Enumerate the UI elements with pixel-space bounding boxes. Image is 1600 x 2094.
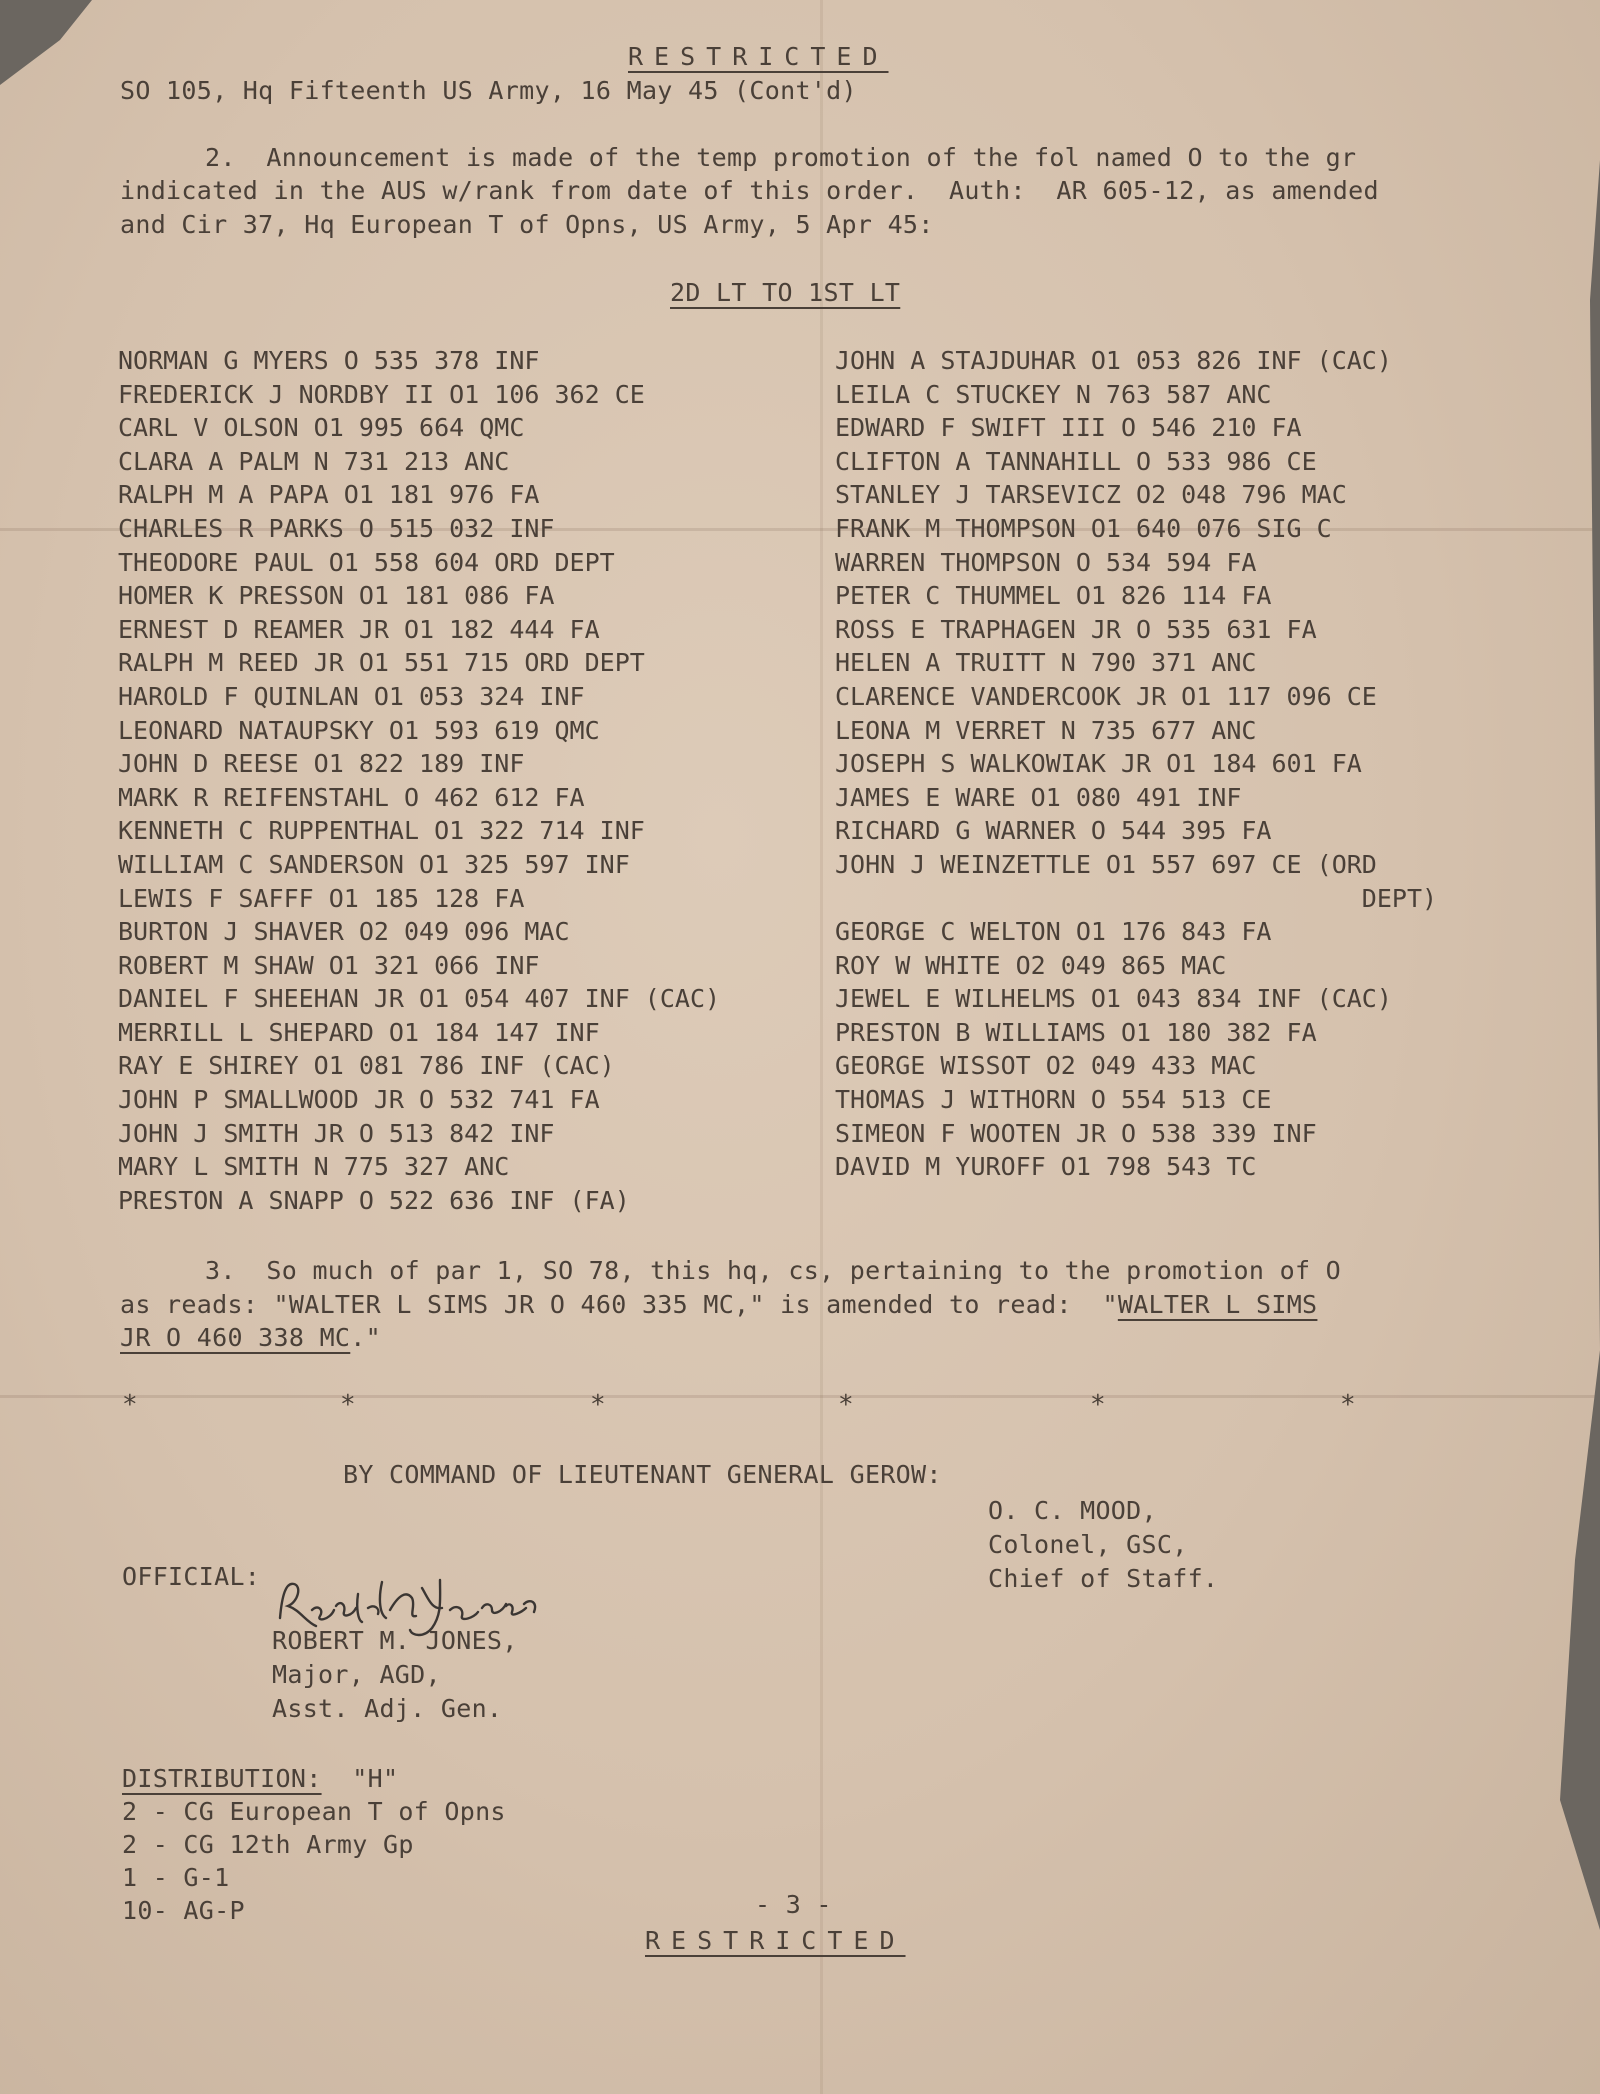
page-number: - 3 - — [755, 1890, 832, 1919]
list-item: RALPH M A PAPA O1 181 976 FA — [118, 480, 540, 510]
list-item: PETER C THUMMEL O1 826 114 FA — [835, 581, 1272, 611]
commander-title: Chief of Staff. — [988, 1564, 1219, 1593]
distribution-code: "H" — [321, 1764, 399, 1793]
list-item: ERNEST D REAMER JR O1 182 444 FA — [118, 614, 600, 644]
list-item: LEONARD NATAUPSKY O1 593 619 QMC — [118, 715, 600, 745]
list-item: WARREN THOMPSON O 534 594 FA — [835, 547, 1257, 577]
divider-star: * — [1090, 1390, 1106, 1420]
list-item: JOHN P SMALLWOOD JR O 532 741 FA — [118, 1085, 600, 1115]
classification-top: RESTRICTED — [628, 42, 889, 71]
list-item: BURTON J SHAVER O2 049 096 MAC — [118, 917, 570, 947]
list-item: CLARENCE VANDERCOOK JR O1 117 096 CE — [835, 681, 1377, 711]
official-name: ROBERT M. JONES, — [272, 1626, 518, 1655]
list-item: JOHN A STAJDUHAR O1 053 826 INF (CAC) — [835, 346, 1392, 375]
list-item: HELEN A TRUITT N 790 371 ANC — [835, 648, 1257, 678]
list-item: MARY L SMITH N 775 327 ANC — [118, 1152, 510, 1182]
list-item: LEONA M VERRET N 735 677 ANC — [835, 715, 1257, 745]
list-item: CLARA A PALM N 731 213 ANC — [118, 446, 510, 476]
list-item: JAMES E WARE O1 080 491 INF — [835, 782, 1242, 812]
divider-star: * — [590, 1390, 606, 1420]
promotion-list-right — [835, 344, 1437, 1184]
classification-bottom: RESTRICTED — [645, 1926, 906, 1955]
list-item: RALPH M REED JR O1 551 715 ORD DEPT — [118, 648, 645, 678]
distribution-item: 2 - CG 12th Army Gp — [122, 1830, 414, 1859]
official-rank: Major, AGD, — [272, 1660, 441, 1689]
list-item: RICHARD G WARNER O 544 395 FA — [835, 816, 1272, 846]
para3-line2 — [120, 1290, 1317, 1319]
list-item: STANLEY J TARSEVICZ O2 048 796 MAC — [835, 480, 1347, 510]
paper-fold-line — [820, 0, 823, 2094]
list-item: DANIEL F SHEEHAN JR O1 054 407 INF (CAC) — [118, 984, 721, 1014]
list-item: KENNETH C RUPPENTHAL O1 322 714 INF — [118, 816, 645, 846]
para3-line3 — [120, 1323, 381, 1352]
distribution-item: 10- AG-P — [122, 1896, 245, 1925]
commander-name: O. C. MOOD, — [988, 1496, 1157, 1525]
list-item: SIMEON F WOOTEN JR O 538 339 INF — [835, 1118, 1317, 1148]
list-item: PRESTON A SNAPP O 522 636 INF (FA) — [118, 1185, 630, 1215]
para3-amended-text: JR O 460 338 MC — [120, 1323, 351, 1352]
distribution-item: 1 - G-1 — [122, 1863, 230, 1892]
list-item: MARK R REIFENSTAHL O 462 612 FA — [118, 782, 585, 812]
section-heading: 2D LT TO 1ST LT — [670, 278, 901, 307]
list-item: LEILA C STUCKEY N 763 587 ANC — [835, 379, 1272, 409]
list-item: WILLIAM C SANDERSON O1 325 597 INF — [118, 849, 630, 879]
para3-line1: 3. So much of par 1, SO 78, this hq, cs, pertaining to the promotion of O — [205, 1256, 1341, 1285]
list-item: JOHN D REESE O1 822 189 INF — [118, 749, 525, 779]
list-item: GEORGE WISSOT O2 049 433 MAC — [835, 1051, 1257, 1081]
list-item: JOHN J SMITH JR O 513 842 INF — [118, 1118, 555, 1148]
distribution-label: DISTRIBUTION: — [122, 1764, 322, 1793]
list-item: JOSEPH S WALKOWIAK JR O1 184 601 FA — [835, 749, 1362, 779]
list-item: FREDERICK J NORDBY II O1 106 362 CE — [118, 379, 645, 409]
official-label: OFFICIAL: — [122, 1562, 261, 1591]
order-line: SO 105, Hq Fifteenth US Army, 16 May 45 (Cont'd) — [120, 76, 857, 105]
list-item: THOMAS J WITHORN O 554 513 CE — [835, 1085, 1272, 1115]
list-item: HAROLD F QUINLAN O1 053 324 INF — [118, 681, 585, 711]
para2-line3: and Cir 37, Hq European T of Opns, US Army, 5 Apr 45: — [120, 210, 934, 239]
divider-star: * — [1340, 1390, 1356, 1420]
list-item: ROSS E TRAPHAGEN JR O 535 631 FA — [835, 614, 1317, 644]
promotion-list-left — [118, 344, 720, 1217]
list-item: CHARLES R PARKS O 515 032 INF — [118, 513, 555, 543]
list-item: DEPT) — [835, 883, 1438, 913]
list-item: CLIFTON A TANNAHILL O 533 986 CE — [835, 446, 1317, 476]
list-item: EDWARD F SWIFT III O 546 210 FA — [835, 413, 1302, 443]
list-item: JOHN J WEINZETTLE O1 557 697 CE (ORD — [835, 849, 1377, 879]
list-item: MERRILL L SHEPARD O1 184 147 INF — [118, 1017, 600, 1047]
by-command-line: BY COMMAND OF LIEUTENANT GENERAL GEROW: — [343, 1460, 942, 1489]
list-item: LEWIS F SAFFF O1 185 128 FA — [118, 883, 525, 913]
distribution-line — [122, 1764, 398, 1793]
list-item: CARL V OLSON O1 995 664 QMC — [118, 413, 525, 443]
paper-fold-line — [0, 1395, 1600, 1398]
list-item: THEODORE PAUL O1 558 604 ORD DEPT — [118, 547, 615, 577]
para3-amended-text: WALTER L SIMS — [1117, 1290, 1318, 1319]
distribution-item: 2 - CG European T of Opns — [122, 1797, 506, 1826]
list-item: HOMER K PRESSON O1 181 086 FA — [118, 581, 555, 611]
para2-line1: 2. Announcement is made of the temp promotion of the fol named O to the gr — [205, 143, 1357, 172]
list-item: DAVID M YUROFF O1 798 543 TC — [835, 1152, 1257, 1182]
list-item: RAY E SHIREY O1 081 786 INF (CAC) — [118, 1051, 615, 1081]
para2-line2: indicated in the AUS w/rank from date of this order. Auth: AR 605-12, as amended — [120, 176, 1379, 205]
divider-star: * — [122, 1390, 138, 1420]
list-item: FRANK M THOMPSON O1 640 076 SIG C — [835, 513, 1332, 543]
divider-star: * — [838, 1390, 854, 1420]
list-item: GEORGE C WELTON O1 176 843 FA — [835, 917, 1272, 947]
para3-text: as reads: "WALTER L SIMS JR O 460 335 MC," is amended to read: " — [120, 1290, 1118, 1319]
list-item: JEWEL E WILHELMS O1 043 834 INF (CAC) — [835, 984, 1392, 1014]
list-item: ROBERT M SHAW O1 321 066 INF — [118, 950, 540, 980]
list-item: ROY W WHITE O2 049 865 MAC — [835, 950, 1227, 980]
para3-text: ." — [350, 1323, 381, 1352]
official-title: Asst. Adj. Gen. — [272, 1694, 503, 1723]
divider-star: * — [340, 1390, 356, 1420]
list-item: NORMAN G MYERS O 535 378 INF — [118, 346, 540, 375]
commander-rank: Colonel, GSC, — [988, 1530, 1188, 1559]
list-item: PRESTON B WILLIAMS O1 180 382 FA — [835, 1017, 1317, 1047]
